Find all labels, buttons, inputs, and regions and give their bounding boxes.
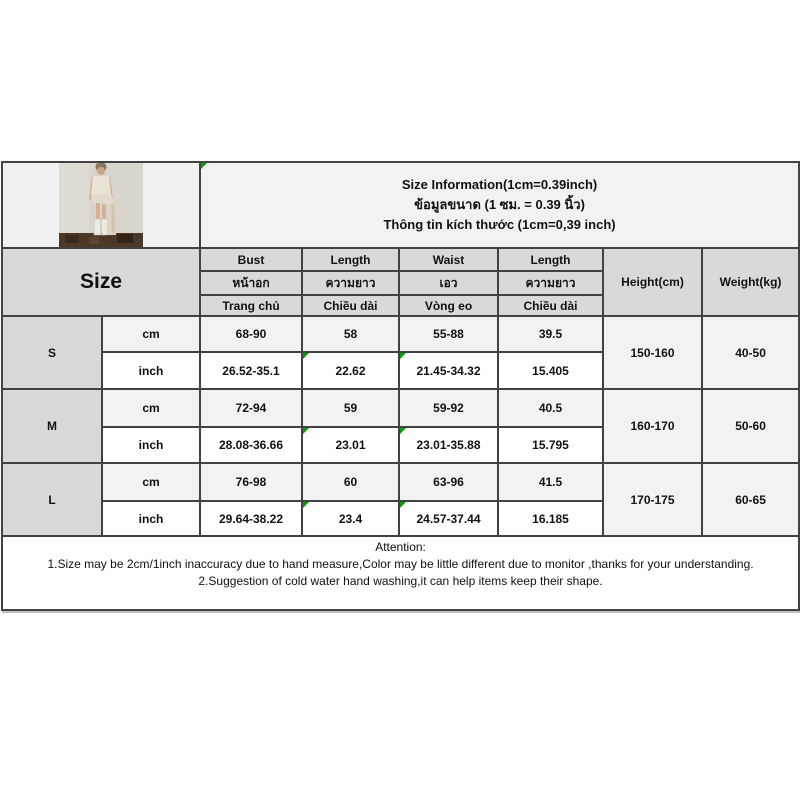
attention-note	[2, 536, 799, 610]
col-header-waist-th: เอว	[399, 271, 498, 295]
unit-cell: cm	[102, 463, 200, 501]
col-header-waist-en: Waist	[399, 248, 498, 271]
cell-m-cm-bust: 72-94	[200, 389, 302, 427]
cell-l-cm-length: 60	[302, 463, 399, 501]
col-header-length-vi: Chiều dài	[302, 295, 399, 316]
cell-m-inch-waist: 23.01-35.88	[399, 427, 498, 463]
row-label-s: S	[2, 316, 102, 389]
col-header-bust-vi: Trang chủ	[200, 295, 302, 316]
unit-cell: cm	[102, 389, 200, 427]
attention-line-1: 1.Size may be 2cm/1inch inaccuracy due to hand measure,Color may be little different due to monitor ,thanks for your understanding.	[47, 557, 754, 571]
cell-m-inch-length: 23.01	[302, 427, 399, 463]
cell-l-cm-bust: 76-98	[200, 463, 302, 501]
product-photo	[59, 163, 143, 247]
cell-m-weight: 50-60	[702, 389, 799, 463]
cell-s-weight: 40-50	[702, 316, 799, 389]
title-vi: Thông tin kích thước (1cm=0,39 inch)	[383, 217, 616, 232]
unit-cell: inch	[102, 501, 200, 536]
cell-m-inch-bust: 28.08-36.66	[200, 427, 302, 463]
size-chart-table	[1, 161, 800, 611]
cell-s-inch-length2: 15.405	[498, 352, 603, 389]
cell-s-height: 150-160	[603, 316, 702, 389]
cell-s-inch-waist: 21.45-34.32	[399, 352, 498, 389]
cell-s-cm-length: 58	[302, 316, 399, 352]
col-header-waist-vi: Vòng eo	[399, 295, 498, 316]
col-header-length2-en: Length	[498, 248, 603, 271]
product-photo-cell	[2, 162, 200, 248]
col-header-length2-th: ความยาว	[498, 271, 603, 295]
cell-m-height: 160-170	[603, 389, 702, 463]
cell-l-weight: 60-65	[702, 463, 799, 536]
row-label-l: L	[2, 463, 102, 536]
chart-title-cell	[200, 162, 799, 248]
attention-heading: Attention:	[375, 540, 426, 554]
unit-cell: inch	[102, 352, 200, 389]
weight-header: Weight(kg)	[702, 248, 799, 316]
unit-cell: cm	[102, 316, 200, 352]
attention-line-2: 2.Suggestion of cold water hand washing,it can help items keep their shape.	[198, 574, 603, 588]
height-header: Height(cm)	[603, 248, 702, 316]
cell-l-inch-bust: 29.64-38.22	[200, 501, 302, 536]
row-label-m: M	[2, 389, 102, 463]
size-header: Size	[2, 248, 200, 316]
cell-l-inch-length: 23.4	[302, 501, 399, 536]
title-th: ข้อมูลขนาด (1 ซม. = 0.39 นิ้ว)	[414, 197, 585, 212]
col-header-bust-th: หน้าอก	[200, 271, 302, 295]
col-header-length2-vi: Chiều dài	[498, 295, 603, 316]
cell-l-cm-waist: 63-96	[399, 463, 498, 501]
cell-l-inch-length2: 16.185	[498, 501, 603, 536]
cell-s-cm-waist: 55-88	[399, 316, 498, 352]
col-header-length-en: Length	[302, 248, 399, 271]
cell-m-cm-length2: 40.5	[498, 389, 603, 427]
cell-s-inch-bust: 26.52-35.1	[200, 352, 302, 389]
cell-m-cm-waist: 59-92	[399, 389, 498, 427]
unit-cell: inch	[102, 427, 200, 463]
cell-s-cm-length2: 39.5	[498, 316, 603, 352]
cell-m-inch-length2: 15.795	[498, 427, 603, 463]
cell-s-cm-bust: 68-90	[200, 316, 302, 352]
cell-l-cm-length2: 41.5	[498, 463, 603, 501]
cell-m-cm-length: 59	[302, 389, 399, 427]
cell-l-height: 170-175	[603, 463, 702, 536]
col-header-bust-en: Bust	[200, 248, 302, 271]
col-header-length-th: ความยาว	[302, 271, 399, 295]
cell-s-inch-length: 22.62	[302, 352, 399, 389]
cell-l-inch-waist: 24.57-37.44	[399, 501, 498, 536]
title-en: Size Information(1cm=0.39inch)	[401, 177, 598, 192]
